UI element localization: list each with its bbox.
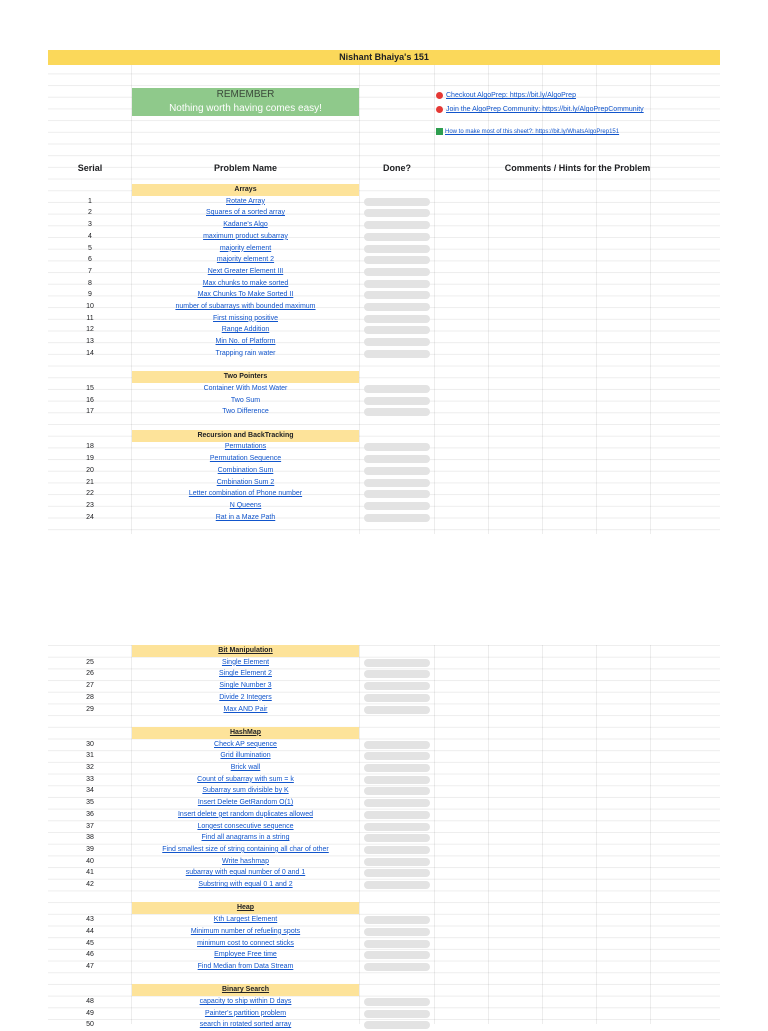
serial-cell: 48	[86, 998, 94, 1005]
serial-cell: 18	[86, 443, 94, 451]
table-row	[48, 832, 720, 844]
serial-cell: 4	[88, 232, 92, 240]
problem-link[interactable]: Permutations	[224, 443, 267, 451]
red-circle-icon	[436, 106, 443, 113]
remember-title: REMEMBER	[216, 89, 275, 100]
done-checkbox[interactable]	[364, 350, 430, 358]
done-checkbox[interactable]	[364, 1021, 430, 1029]
done-checkbox[interactable]	[364, 1010, 430, 1018]
problem-link[interactable]: search in rotated sorted array	[199, 1021, 292, 1029]
serial-cell: 43	[86, 916, 94, 924]
done-checkbox[interactable]	[364, 315, 430, 323]
done-checkbox[interactable]	[364, 741, 430, 749]
table-row	[48, 1008, 720, 1020]
problem-link[interactable]: Insert delete get random duplicates allowed	[177, 810, 314, 818]
serial-cell: 19	[86, 455, 94, 463]
problem-link[interactable]: majority element	[219, 244, 272, 252]
serial-cell: 8	[88, 279, 92, 287]
serial-cell: 41	[86, 869, 94, 877]
table-row	[48, 1019, 720, 1031]
sheet-page-2	[48, 645, 720, 1029]
problem-link[interactable]: Letter combination of Phone number	[188, 490, 303, 498]
done-checkbox[interactable]	[364, 268, 430, 276]
serial-cell: 35	[86, 799, 94, 807]
done-checkbox[interactable]	[364, 479, 430, 487]
table-row	[48, 301, 720, 313]
serial-cell: 50	[86, 1021, 94, 1029]
problem-link[interactable]: Squares of a sorted array	[206, 209, 285, 217]
problem-link[interactable]: subarray with equal number of 0 and 1	[185, 869, 306, 877]
problem-link: Two Difference	[222, 408, 269, 416]
done-checkbox[interactable]	[364, 502, 430, 510]
table-row	[48, 512, 720, 524]
problem-link[interactable]: Divide 2 Integers	[219, 693, 272, 701]
done-checkbox[interactable]	[364, 869, 430, 877]
problem-link[interactable]: Insert Delete GetRandom O(1)	[197, 799, 294, 807]
algoprep-link[interactable]: Checkout AlgoPrep: https://bit.ly/AlgoPrep	[436, 90, 576, 102]
done-checkbox[interactable]	[364, 811, 430, 819]
serial-cell: 34	[86, 787, 94, 795]
done-checkbox[interactable]	[364, 455, 430, 463]
serial-cell: 40	[86, 857, 94, 865]
done-checkbox[interactable]	[364, 385, 430, 393]
problem-link[interactable]: Single Element 2	[219, 670, 272, 678]
header-problem-name: Problem Name	[213, 163, 278, 173]
remember-banner	[132, 88, 359, 116]
table-row	[48, 324, 720, 336]
table-row	[48, 254, 720, 266]
done-checkbox[interactable]	[364, 670, 430, 678]
green-square-icon	[436, 128, 443, 135]
done-checkbox[interactable]	[364, 326, 430, 334]
serial-cell: 5	[88, 244, 92, 252]
problem-link[interactable]: Permutation Sequence	[209, 455, 282, 463]
table-row	[48, 219, 720, 231]
header-comments: Comments / Hints for the Problem	[504, 163, 651, 173]
serial-cell: 37	[86, 822, 94, 830]
table-row	[48, 313, 720, 325]
done-checkbox[interactable]	[364, 659, 430, 667]
done-checkbox[interactable]	[364, 443, 430, 451]
serial-cell: 26	[86, 670, 94, 678]
table-row	[48, 926, 720, 938]
serial-cell: 30	[86, 740, 94, 748]
serial-cell: 31	[86, 752, 94, 760]
section-header-bit-manipulation: Bit Manipulation	[132, 645, 359, 657]
done-checkbox[interactable]	[364, 221, 430, 229]
problem-link[interactable]: Kth Largest Element	[213, 916, 278, 924]
table-row	[48, 336, 720, 348]
done-checkbox[interactable]	[364, 706, 430, 714]
table-row	[48, 657, 720, 669]
section-header-heap: Heap	[132, 902, 359, 914]
problem-link[interactable]: capacity to ship within D days	[199, 998, 292, 1005]
done-checkbox[interactable]	[364, 490, 430, 498]
serial-cell: 33	[86, 775, 94, 783]
done-checkbox[interactable]	[364, 916, 430, 924]
problem-link[interactable]: Subarray sum divisible by K	[202, 787, 289, 795]
problem-link[interactable]: number of subarrays with bounded maximum	[175, 303, 316, 310]
table-row	[48, 949, 720, 961]
sheet-page-1	[48, 50, 720, 534]
serial-cell: 39	[86, 845, 94, 853]
section-header-binary-search: Binary Search	[132, 984, 359, 996]
done-checkbox[interactable]	[364, 256, 430, 264]
sheet-title: Nishant Bhaiya's 151	[48, 50, 720, 65]
serial-cell: 21	[86, 478, 94, 486]
problem-link: Two Sum	[230, 396, 261, 404]
problem-link[interactable]: Max AND Pair	[223, 705, 268, 713]
table-row	[48, 961, 720, 973]
problem-link[interactable]: Rotate Array	[226, 197, 265, 205]
table-row	[48, 207, 720, 219]
done-checkbox[interactable]	[364, 963, 430, 971]
table-row	[48, 797, 720, 809]
header-serial: Serial	[77, 163, 103, 173]
done-checkbox[interactable]	[364, 245, 430, 253]
table-row	[48, 739, 720, 751]
done-checkbox[interactable]	[364, 291, 430, 299]
done-checkbox[interactable]	[364, 280, 430, 288]
problem-link[interactable]: Find Median from Data Stream	[197, 962, 294, 970]
section-header-two-pointers: Two Pointers	[132, 371, 359, 383]
serial-cell: 44	[86, 927, 94, 935]
table-row	[48, 383, 720, 395]
serial-cell: 12	[86, 326, 94, 334]
serial-cell: 25	[86, 658, 94, 666]
done-checkbox[interactable]	[364, 764, 430, 772]
problem-link[interactable]: Substring with equal 0 1 and 2	[198, 881, 293, 888]
table-row	[48, 809, 720, 821]
table-row	[48, 750, 720, 762]
table-row	[48, 774, 720, 786]
done-checkbox[interactable]	[364, 846, 430, 854]
done-checkbox[interactable]	[364, 776, 430, 784]
done-checkbox[interactable]	[364, 928, 430, 936]
serial-cell: 29	[86, 705, 94, 713]
table-row	[48, 231, 720, 243]
section-header-arrays: Arrays	[132, 184, 359, 196]
problem-link[interactable]: First missing positive	[213, 314, 278, 322]
table-row	[48, 196, 720, 208]
serial-cell: 14	[86, 349, 94, 357]
serial-cell: 6	[88, 256, 92, 264]
table-row	[48, 762, 720, 774]
remember-text: Nothing worth having comes easy!	[169, 103, 322, 114]
serial-cell: 10	[86, 303, 94, 310]
done-checkbox[interactable]	[364, 998, 430, 1006]
table-row	[48, 879, 720, 891]
serial-cell: 49	[86, 1009, 94, 1017]
done-checkbox[interactable]	[364, 951, 430, 959]
problem-link[interactable]: Brick wall	[230, 764, 261, 771]
problem-link[interactable]: Kadane's Algo	[223, 221, 268, 229]
serial-cell: 28	[86, 693, 94, 701]
serial-cell: 15	[86, 384, 94, 392]
done-checkbox[interactable]	[364, 233, 430, 241]
problem-link[interactable]: maximum product subarray	[203, 232, 288, 240]
problem-link[interactable]: Painter's partition problem	[204, 1009, 287, 1017]
serial-cell: 11	[86, 314, 94, 322]
table-row	[48, 668, 720, 680]
table-row	[48, 821, 720, 833]
serial-cell: 36	[86, 810, 94, 818]
table-row	[48, 785, 720, 797]
serial-cell: 20	[86, 466, 94, 474]
done-checkbox[interactable]	[364, 303, 430, 311]
serial-cell: 38	[86, 834, 94, 842]
problem-link[interactable]: Combination Sum	[217, 466, 274, 474]
problem-link[interactable]: Minimum number of refueling spots	[190, 927, 301, 935]
problem-link[interactable]: Find all anagrams in a string	[201, 834, 290, 842]
problem-link[interactable]: Cmbination Sum 2	[216, 478, 275, 486]
problem-link[interactable]: Next Greater Element III	[207, 267, 284, 275]
table-row	[48, 914, 720, 926]
how-to-link[interactable]: How to make most of this sheet?: https://bit.ly/WhatsAlgoPrep151	[436, 126, 619, 138]
table-row	[48, 704, 720, 716]
section-header-recursion-and-backtracking: Recursion and BackTracking	[132, 430, 359, 442]
table-row	[48, 844, 720, 856]
done-checkbox[interactable]	[364, 834, 430, 842]
problem-link[interactable]: Single Element	[221, 658, 270, 666]
serial-cell: 23	[86, 501, 94, 509]
table-row	[48, 488, 720, 500]
problem-link[interactable]: Max Chunks To Make Sorted II	[197, 291, 294, 299]
serial-cell: 47	[86, 962, 94, 970]
done-checkbox[interactable]	[364, 397, 430, 405]
serial-cell: 45	[86, 939, 94, 947]
problem-link: Container With Most Water	[203, 384, 288, 392]
serial-cell: 1	[88, 197, 92, 205]
done-checkbox[interactable]	[364, 752, 430, 760]
problem-link: Trapping rain water	[215, 349, 276, 357]
problem-link[interactable]: Grid illumination	[220, 752, 271, 760]
done-checkbox[interactable]	[364, 694, 430, 702]
problem-link[interactable]: minimum cost to connect sticks	[197, 939, 294, 947]
table-row	[48, 867, 720, 879]
done-checkbox[interactable]	[364, 823, 430, 831]
table-row	[48, 477, 720, 489]
problem-link[interactable]: Single Number 3	[219, 682, 272, 690]
serial-cell: 24	[86, 513, 94, 521]
done-checkbox[interactable]	[364, 198, 430, 206]
table-row	[48, 453, 720, 465]
serial-cell: 27	[86, 682, 94, 690]
done-checkbox[interactable]	[364, 514, 430, 522]
done-checkbox[interactable]	[364, 682, 430, 690]
table-row	[48, 692, 720, 704]
problem-link[interactable]: Write hashmap	[222, 857, 269, 865]
serial-cell: 32	[86, 764, 94, 771]
serial-cell: 7	[88, 267, 92, 275]
problem-link[interactable]: Check AP sequence	[214, 740, 277, 748]
serial-cell: 17	[86, 408, 94, 416]
problem-link[interactable]: Max chunks to make sorted	[202, 279, 289, 287]
done-checkbox[interactable]	[364, 858, 430, 866]
community-link[interactable]: Join the AlgoPrep Community: https://bit.ly/AlgoPrepCommunity	[436, 104, 644, 116]
done-checkbox[interactable]	[364, 408, 430, 416]
problem-link[interactable]: majority element 2	[216, 256, 275, 264]
table-row	[48, 441, 720, 453]
table-row	[48, 680, 720, 692]
done-checkbox[interactable]	[364, 209, 430, 217]
table-row	[48, 996, 720, 1008]
table-row	[48, 406, 720, 418]
serial-cell: 9	[88, 291, 92, 299]
done-checkbox[interactable]	[364, 467, 430, 475]
red-circle-icon	[436, 92, 443, 99]
problem-link[interactable]: Rat in a Maze Path	[215, 513, 276, 521]
table-row	[48, 243, 720, 255]
serial-cell: 13	[86, 338, 94, 346]
table-row	[48, 395, 720, 407]
table-row	[48, 856, 720, 868]
problem-link[interactable]: Find smallest size of string containing all char of other	[162, 845, 329, 853]
serial-cell: 16	[86, 396, 94, 404]
serial-cell: 22	[86, 490, 94, 498]
table-row	[48, 938, 720, 950]
done-checkbox[interactable]	[364, 799, 430, 807]
problem-link[interactable]: Count of subarray with sum = k	[197, 775, 294, 783]
serial-cell: 46	[86, 951, 94, 959]
done-checkbox[interactable]	[364, 940, 430, 948]
problem-link[interactable]: N Queens	[229, 501, 262, 509]
table-row	[48, 348, 720, 360]
serial-cell: 42	[86, 881, 94, 888]
done-checkbox[interactable]	[364, 338, 430, 346]
section-header-hashmap: HashMap	[132, 727, 359, 739]
problem-link[interactable]: Range Addition	[221, 326, 270, 334]
serial-cell: 2	[88, 209, 92, 217]
done-checkbox[interactable]	[364, 787, 430, 795]
problem-link[interactable]: Longest consecutive sequence	[197, 822, 294, 830]
done-checkbox[interactable]	[364, 881, 430, 889]
problem-link[interactable]: Employee Free time	[214, 951, 277, 959]
table-row	[48, 278, 720, 290]
problem-link[interactable]: Min No. of Platform	[215, 338, 276, 346]
header-done: Done?	[383, 163, 411, 173]
table-row	[48, 266, 720, 278]
table-row	[48, 289, 720, 301]
table-row	[48, 465, 720, 477]
table-row	[48, 500, 720, 512]
serial-cell: 3	[88, 221, 92, 229]
